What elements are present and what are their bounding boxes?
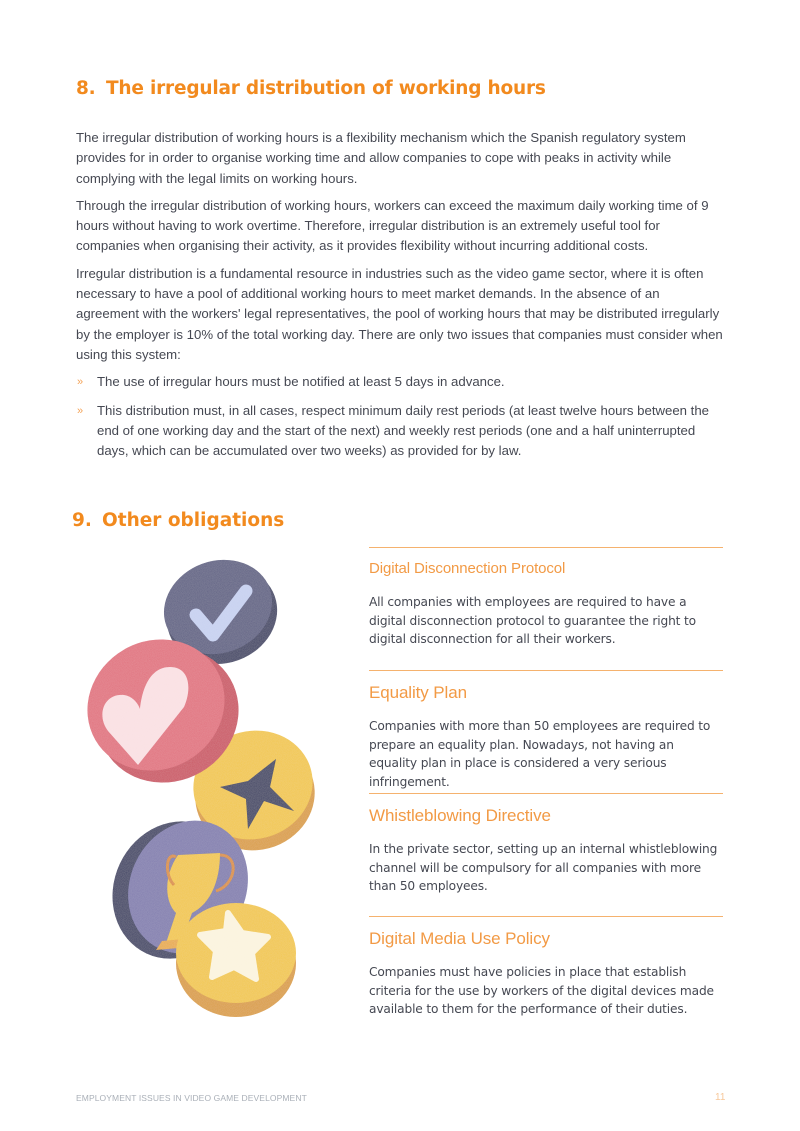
list-item	[76, 401, 726, 462]
section-number: 9.	[72, 510, 92, 531]
obligations-illustration	[80, 555, 320, 1030]
list-item-text: This distribution must, in all cases, respect minimum daily rest periods (at least twelve hours between the end of one working day and the start of the next) and weekly rest periods (one and a half uninterrupted days, which can be accumulated over two weeks) as provided for by law.	[97, 402, 710, 459]
bullet-list	[76, 372, 726, 461]
obligation-title: Equality Plan	[369, 683, 467, 702]
page-number: 11	[715, 1092, 726, 1103]
obligation-body: Companies with more than 50 employees are required to prepare an equality plan. Nowadays, not having an equality plan in place is considered a very serious infringement.	[369, 719, 711, 789]
section-title: The irregular distribution of working hours	[106, 78, 546, 99]
bullet-chevron-icon: »	[77, 376, 84, 389]
section-8-heading	[76, 78, 546, 99]
list-item-text: The use of irregular hours must be notified at least 5 days in advance.	[97, 374, 505, 390]
obligation-item-digital-media	[369, 916, 723, 1039]
section-8-body	[76, 128, 726, 469]
section-9-heading	[72, 510, 284, 531]
paragraph: Irregular distribution is a fundamental resource in industries such as the video game sector, where it is often necessary to have a pool of additional working hours to meet market demands. In the absence of an agreement with the workers' legal representatives, the pool of working hours that may be distributed irregularly by the employer is 10% of the total working day. There are only two issues that companies must consider when using this system:	[76, 265, 723, 362]
obligation-item-whistleblowing	[369, 793, 723, 916]
obligations-list	[369, 547, 723, 1039]
obligation-title: Whistleblowing Directive	[369, 806, 551, 825]
list-item	[76, 372, 726, 392]
obligation-body: In the private sector, setting up an internal whistleblowing channel will be compulsory for all companies with more than 50 employees.	[369, 842, 718, 893]
obligation-body: All companies with employees are required to have a digital disconnection protocol to guarantee the right to digital disconnection for all their workers.	[369, 595, 696, 646]
section-number: 8.	[76, 78, 96, 99]
obligation-item-digital-disconnection	[369, 547, 723, 670]
obligation-item-equality-plan	[369, 670, 723, 793]
section-title: Other obligations	[102, 510, 285, 531]
white-star-token-icon	[176, 903, 296, 1017]
obligation-title: Digital Media Use Policy	[369, 929, 550, 948]
obligation-body: Companies must have policies in place that establish criteria for the use by workers of the digital devices made available to them for the performance of their duties.	[369, 965, 714, 1016]
bullet-chevron-icon: »	[77, 404, 84, 417]
footer-document-title: EMPLOYMENT ISSUES IN VIDEO GAME DEVELOPMENT	[76, 1093, 307, 1103]
paragraph: The irregular distribution of working hours is a flexibility mechanism which the Spanish regulatory system provides for in order to organise working time and allow companies to cope with peaks in activity while complying with the legal limits on working hours.	[76, 130, 686, 186]
paragraph: Through the irregular distribution of working hours, workers can exceed the maximum daily working time of 9 hours without having to work overtime. Therefore, irregular distribution is an extremely useful tool for companies when organising their activity, as it provides flexibility without incurring additional costs.	[76, 197, 709, 254]
obligation-title: Digital Disconnection Protocol	[369, 560, 566, 577]
